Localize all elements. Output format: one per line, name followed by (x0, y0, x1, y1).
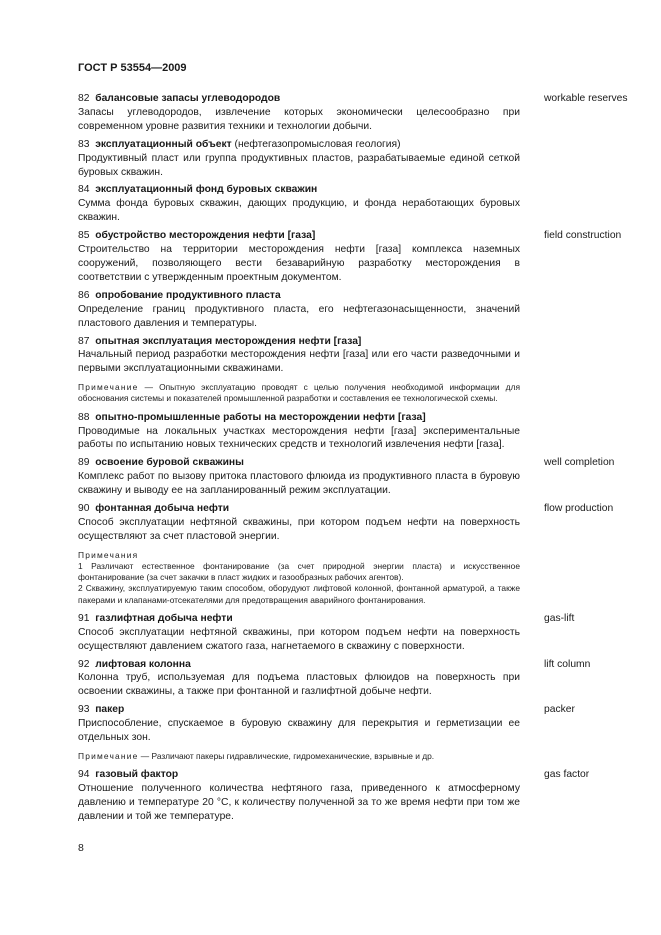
term-name: эксплуатационный фонд буровых скважин (95, 184, 318, 196)
term-name: эксплуатационный объект (95, 138, 232, 150)
term-definition: Способ эксплуатации нефтяной скважины, при котором подъем нефти на поверхность осуществляют давлением сжатого газа, нагнетаемого в скважину с поверхности. (78, 626, 520, 652)
term-body (78, 703, 520, 745)
term-number: 85 (78, 230, 90, 242)
note-item: 1 Различают естественное фонтанирование (за счет природной энергии пласта) и искусственное фонтанирование (за счет закачки в пласт жидких и газообразных рабочих агентов). (78, 560, 520, 583)
term-number: 93 (78, 704, 90, 716)
term-definition: Проводимые на локальных участках месторождения нефти [газа] экспериментальные работы по испытанию новых технических средств и технологий извлечения нефти [газа]. (78, 425, 520, 451)
term-english: packer (544, 704, 575, 716)
term-body (78, 138, 520, 180)
term-body (78, 456, 520, 498)
term-body (78, 658, 520, 700)
term-english: field construction (544, 230, 622, 242)
term-english: well completion (544, 457, 615, 469)
term-body (78, 92, 520, 134)
document-header: ГОСТ Р 53554—2009 (78, 62, 187, 74)
term-english: gas factor (544, 769, 590, 781)
term-definition: Строительство на территории месторождения нефти [газа] комплекса наземных сооружений, позволяющего вести безаварийную разработку месторождения в соответствии с утвержденным проектным документом. (78, 244, 520, 283)
term-number: 92 (78, 658, 90, 670)
term-name: обустройство месторождения нефти [газа] (95, 230, 316, 242)
term-number: 94 (78, 769, 90, 781)
term-entry-94 (78, 768, 590, 824)
page-number: 8 (78, 842, 84, 854)
note-93 (78, 751, 520, 762)
term-entry-86 (78, 289, 578, 331)
term-number: 84 (78, 184, 90, 196)
term-name: опытная эксплуатация месторождения нефти [газа] (95, 335, 362, 347)
term-english: gas-lift (544, 612, 575, 624)
term-body (78, 335, 520, 377)
term-entry-83 (78, 138, 578, 180)
term-body (78, 502, 520, 544)
note-item: 2 Скважину, эксплуатируемую таким способом, оборудуют лифтовой колонной, фонтанной арматурой, а также пакерами и клапанами-отсекателями для предотвращения аварийного фонтанирования. (78, 583, 520, 605)
term-english: lift column (544, 658, 591, 670)
term-entry-90 (78, 502, 614, 544)
term-name: опробование продуктивного пласта (95, 289, 281, 301)
note-text: — Различают пакеры гидравлические, гидромеханические, взрывные и др. (138, 750, 435, 761)
term-name: фонтанная добыча нефти (95, 503, 230, 515)
term-entry-85 (78, 229, 622, 285)
term-name: лифтовая колонна (95, 658, 191, 670)
term-entry-88 (78, 411, 578, 453)
term-name: балансовые запасы углеводородов (95, 93, 281, 104)
term-entry-84 (78, 183, 578, 225)
term-name: опытно-промышленные работы на месторождении нефти [газа] (95, 411, 426, 423)
note-90 (78, 550, 520, 606)
term-definition: Сумма фонда буровых скважин, дающих продукцию, и фонда неработающих буровых скважин. (78, 198, 520, 224)
term-body (78, 768, 520, 824)
term-definition: Комплекс работ по вызову притока пластового флюида из продуктивного пласта в буровую скважину и выводу ее на запланированный режим эксплуатации. (78, 471, 520, 497)
term-number: 90 (78, 503, 90, 515)
term-entry-87 (78, 335, 578, 377)
term-entry-89 (78, 456, 615, 498)
term-number: 91 (78, 612, 90, 624)
term-number: 87 (78, 335, 90, 347)
term-entry-93 (78, 703, 578, 745)
term-definition: Способ эксплуатации нефтяной скважины, при котором подъем нефти на поверхность осуществляют за счет пластовой энергии. (78, 516, 520, 542)
term-name: газовый фактор (95, 769, 179, 781)
term-english: workable reserves (544, 93, 628, 104)
term-definition: Колонна труб, используемая для подъема пластовых флюидов на поверхность при освоении скважины, а также при фонтанной и газлифтной добыче нефти. (78, 672, 520, 698)
note-87 (78, 382, 520, 404)
term-body (78, 612, 520, 654)
term-definition: Определение границ продуктивного пласта, его нефтегазонасыщенности, значений пластового давления и температуры. (78, 303, 520, 329)
term-english: flow production (544, 503, 614, 515)
term-name: пакер (95, 704, 125, 716)
term-definition: Приспособление, спускаемое в буровую скважину для перекрытия и герметизации ее отдельных зон. (78, 718, 520, 744)
term-definition: Отношение полученного количества нефтяного газа, приведенного к атмосферному давлению и температуре 20 °С, к количеству полученной за то же время нефти при том же давлении и той же температуре. (78, 783, 520, 822)
term-name: газлифтная добыча нефти (95, 612, 233, 624)
term-body (78, 411, 520, 453)
note-heading: Примечание (78, 750, 139, 761)
term-qualifier: (нефтегазопромысловая геология) (231, 138, 401, 150)
term-body (78, 289, 520, 331)
term-name: освоение буровой скважины (95, 457, 244, 469)
term-definition: Продуктивный пласт или группа продуктивных пластов, разрабатываемые единой сеткой буровых скважин. (78, 152, 520, 178)
term-number: 88 (78, 411, 90, 423)
term-entry-91 (78, 612, 578, 654)
term-number: 82 (78, 93, 90, 104)
term-definition: Начальный период разработки месторождения нефти [газа] или его части разведочными и первыми эксплуатационными скважинами. (78, 349, 520, 375)
note-text: — Опытную эксплуатацию проводят с целью получения необходимой информации для обоснования системы и показателей промышленной разработки и составления ее технологической схемы. (78, 382, 520, 404)
term-body (78, 183, 520, 225)
term-number: 86 (78, 289, 90, 301)
term-body (78, 229, 520, 285)
term-definition: Запасы углеводородов, извлечение которых экономически целесообразно при современном уровне развития техники и технологии добычи. (78, 106, 520, 132)
note-heading: Примечания (78, 549, 139, 560)
term-entry-92 (78, 658, 591, 700)
term-entry-82 (78, 92, 628, 134)
term-number: 83 (78, 138, 90, 150)
note-heading: Примечание (78, 382, 139, 393)
terms-list (78, 92, 628, 828)
term-number: 89 (78, 457, 90, 469)
